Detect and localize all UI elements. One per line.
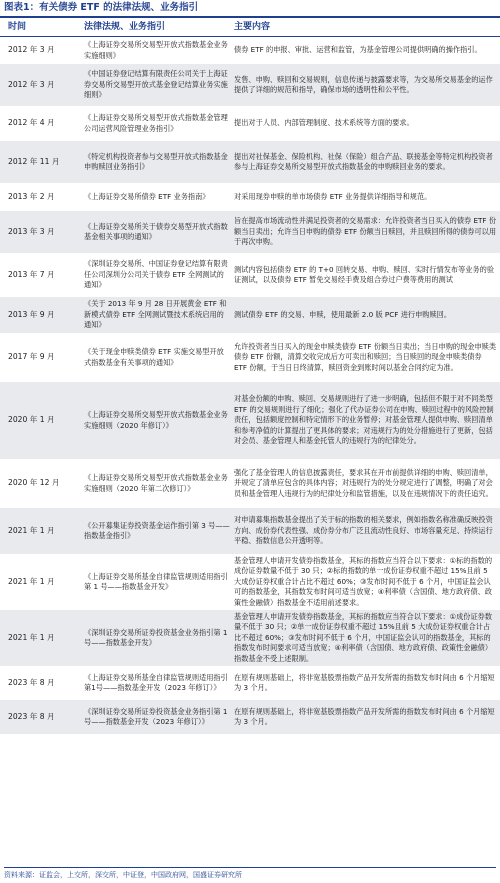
row-law: 《上海证券交易所交易型开放式指数基金业务实施细则》 <box>84 40 228 60</box>
table-row <box>0 106 500 141</box>
row-time: 2021 年 1 月 <box>8 525 55 535</box>
row-time: 2013 年 2 月 <box>8 191 55 201</box>
row-content: 测试债券 ETF 的交易、申赎，使用最新 2.0 版 PCF 进行申购赎回。 <box>234 309 452 319</box>
table-row <box>0 37 500 64</box>
row-content: 在原有规则基础上，将非宽基股票指数产品开发所需的指数发布时间由 6 个月缩短为 3 个月。 <box>234 706 495 726</box>
row-law: 《上海证券交易所交易型开放式指数基金业务实施细则（2020 年第二次修订）》 <box>84 473 228 493</box>
row-content: 允许投资者当日买入的现金申赎类债券 ETF 份额当日卖出；当日申购的现金申赎类债券 ETF 份额，清算交收完成后方可卖出和赎回；当日赎回的现金申赎类债券 ETF 份额，于当日日终清算，赎回资金到账时间以基金合同约定为准。 <box>234 341 497 372</box>
table-body <box>0 37 500 734</box>
row-content: 强化了基金管理人的信息披露责任，要求其在开市前提供详细的申购、赎回清单，并规定了清单应包含的具体内容；对违规行为的处分规定进行了调整，明确了对会员和基金管理人违规行为的纪律处分和监管措施，以及在违规情况下的责任追究。 <box>234 467 493 498</box>
row-law: 《上海证券交易所基金自律监管规则适用指引第1号——指数基金开发（2023 年修订）》 <box>84 672 228 692</box>
table-row <box>0 700 500 734</box>
table-row <box>0 211 500 253</box>
table-row <box>0 666 500 700</box>
row-content: 债券 ETF 的申报、审批、运营和监管，为基金管理公司提供明确的操作指引。 <box>234 45 482 55</box>
row-content: 在原有规则基础上，将非宽基股票指数产品开发所需的指数发布时间由 6 个月缩短为 3 个月。 <box>234 672 495 692</box>
row-law: 《关于 2013 年 9 月 28 日开展黄金 ETF 和新模式债券 ETF 全网测试暨技术系统启用的通知》 <box>84 299 227 330</box>
row-time: 2013 年 7 月 <box>8 269 55 279</box>
table-row <box>0 64 500 106</box>
table-row <box>0 253 500 297</box>
row-content: 对基金份额的申购、赎回、交易规则进行了进一步明确，包括但不限于对不同类型 ETF 的交易规则进行了细化；强化了代办证券公司在申购、赎回过程中的风险控制责任，包括额度控制和特定情形下的业务暂停；对基金管理人提供申购、赎回清单和参考净值的计算提出了更具体的要求；对违规行为的处分措施进行了更新，包括对会员、基金管理人和基金托管人的违规行为的纪律处分。 <box>234 394 494 446</box>
row-content: 对采用现券申赎的单市场债券 ETF 业务提供详细指导和规范。 <box>234 191 432 201</box>
row-time: 2012 年 4 月 <box>8 118 55 128</box>
row-content: 基金管理人申请开发债券指数基金，其标的指数应当符合以下要求：①标的指数的成份证券数量不低于 30 只；②标的指数的单一成份证券权重不超过 15%且前 5 大成份证券权重合计占比不超过 60%；③发布时间不低于 6 个月，中国证监会认可的指数基金，其指数发布时间可适当放宽；④利率债（含国债、地方政府债、政策性金融债）指数基金不适用前述要求。 <box>234 555 493 607</box>
row-content: 旨在提高市场流动性并满足投资者的交易需求：允许投资者当日买入的债券 ETF 份额当日卖出；允许当日申购的债券 ETF 份额当日赎回，并且赎回所得的债券可以用于再次申购。 <box>234 216 497 247</box>
row-content: 提出对于人员、内部管理制度、技术系统等方面的要求。 <box>234 118 414 128</box>
header-time: 时间 <box>8 22 27 32</box>
table-row <box>0 508 500 554</box>
row-time: 2023 年 8 月 <box>8 711 55 721</box>
table-row <box>0 183 500 211</box>
row-time: 2020 年 1 月 <box>8 415 55 425</box>
source-note: 资料来源：证监会，上交所，深交所，中证登，中国政府网，国盛证券研究所 <box>4 867 496 880</box>
table-row <box>0 459 500 508</box>
row-law: 《中国证券登记结算有限责任公司关于上海证券交易所交易型开放式基金登记结算业务实施细则》 <box>84 69 228 100</box>
figure-title: 图表1：有关债券 ETF 的法律法规、业务指引 <box>0 0 500 18</box>
row-content: 对申请募集指数基金提出了关于标的指数的相关要求，例如指数名称准确反映投资方向、成份券代表性强、成份券分布广泛且流动性良好、市场容量充足、持续运行平稳、指数信息公开透明等。 <box>234 515 493 546</box>
table-row <box>0 554 500 610</box>
header-content: 主要内容 <box>234 22 271 32</box>
row-law: 《特定机构投资者参与交易型开放式指数基金申购赎回业务指引》 <box>84 151 228 171</box>
row-law: 《上海证券交易所基金自律监管规则适用指引第 1 号——指数基金开发》 <box>84 571 228 591</box>
row-time: 2013 年 9 月 <box>8 309 55 319</box>
row-time: 2021 年 1 月 <box>8 632 55 642</box>
row-law: 《深圳证券交易所、中国证券登记结算有限责任公司深圳分公司关于债券 ETF 全网测试的通知》 <box>84 259 228 290</box>
row-time: 2021 年 1 月 <box>8 576 55 586</box>
table-row <box>0 610 500 666</box>
row-time: 2020 年 12 月 <box>8 478 60 488</box>
row-law: 《关于现金申赎类债券 ETF 实施交易型开放式指数基金有关事项的通知》 <box>84 347 224 367</box>
row-law: 《深圳证券交易所证券投资基金业务指引第 1 号——指数基金开发》 <box>84 627 228 647</box>
row-content: 测试内容包括债券 ETF 的 T+0 回转交易、申购、赎回、实时行情发布等业务的验证测试，以及债券 ETF 暂免交易经手费及组合券过户费等费用的测试 <box>234 264 495 284</box>
row-content: 基金管理人申请开发债券指数基金，其标的指数应当符合以下要求：①成份证券数量不低于 30 只；②单一成份证券权重不超过 15%且前 5 大成份证券权重合计占比不超过 60%；③发布时间不低于 6 个月，中国证监会认可的指数基金，其标的指数发布时间要求可适当放宽；④利率债（含国债、地方政府债、政策性金融债）指数基金不受上述限制。 <box>234 611 493 663</box>
row-content: 发售、申购、赎回和交易规则，信息传递与披露要求等，为交易所交易基金的运作提供了详细的规范和指导，确保市场的透明性和公平性。 <box>234 74 493 94</box>
table-header <box>0 18 500 37</box>
row-time: 2012 年 3 月 <box>8 45 55 55</box>
row-law: 《上海证券交易所关于债券交易型开放式指数基金相关事项的通知》 <box>84 221 228 241</box>
row-time: 2013 年 3 月 <box>8 226 55 236</box>
row-law: 《深圳证券交易所证券投资基金业务指引第 1 号——指数基金开发（2023 年修订）》 <box>84 706 228 726</box>
row-law: 《上海证券交易所交易型开放式指数基金业务实施细则（2020 年修订）》 <box>84 410 228 430</box>
table-row <box>0 297 500 333</box>
table-row <box>0 382 500 459</box>
header-law: 法律法规、业务指引 <box>84 22 166 32</box>
row-time: 2017 年 9 月 <box>8 352 55 362</box>
table-row <box>0 141 500 183</box>
row-law: 《上海证券交易所交易型开放式指数基金管理公司运营风险管理业务指引》 <box>84 113 228 133</box>
row-content: 提出对社保基金、保险机构、社保（保险）组合产品、联接基金等特定机构投资者参与上海证券交易所交易型开放式指数基金的申购赎回业务的要求。 <box>234 151 493 171</box>
table-row <box>0 333 500 382</box>
row-time: 2023 年 8 月 <box>8 677 55 687</box>
row-time: 2012 年 3 月 <box>8 79 55 89</box>
row-law: 《公开募集证券投资基金运作指引第 3 号——指数基金指引》 <box>84 520 230 540</box>
row-time: 2012 年 11 月 <box>8 156 60 166</box>
row-law: 《上海证券交易所债券 ETF 业务指南》 <box>84 191 210 201</box>
